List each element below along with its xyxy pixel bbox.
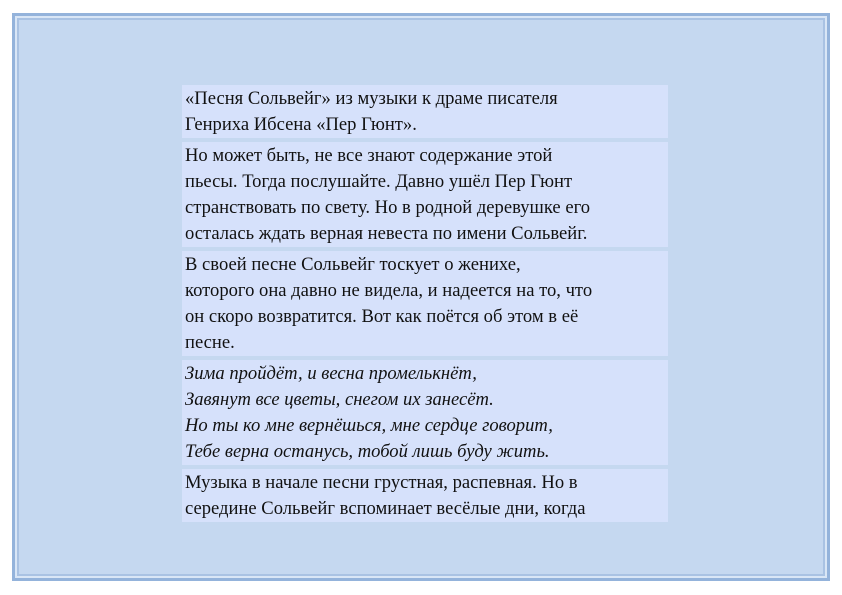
paragraph-intro: «Песня Сольвейг» из музыки к драме писателя Генриха Ибсена «Пер Гюнт». [182, 85, 668, 138]
paragraph-music: Музыка в начале песни грустная, распевная. Но в середине Сольвейг вспоминает весёлые дни, когда [182, 469, 668, 522]
paragraph-story: Но может быть, не все знают содержание этой пьесы. Тогда послушайте. Давно ушёл Пер Гюнт странствовать по свету. Но в родной деревушке его осталась ждать верная невеста по имени Сольвейг. [182, 142, 668, 247]
song-lyrics: Зима пройдёт, и весна промелькнёт, Завянут все цветы, снегом их занесёт. Но ты ко мне вернёшься, мне сердце говорит, Тебе верна останусь, тобой лишь буду жить. [182, 360, 668, 465]
text-box [182, 85, 668, 526]
paragraph-song-theme: В своей песне Сольвейг тоскует о женихе, которого она давно не видела, и надеется на то, что он скоро возвратится. Вот как поётся об этом в её песне. [182, 251, 668, 356]
